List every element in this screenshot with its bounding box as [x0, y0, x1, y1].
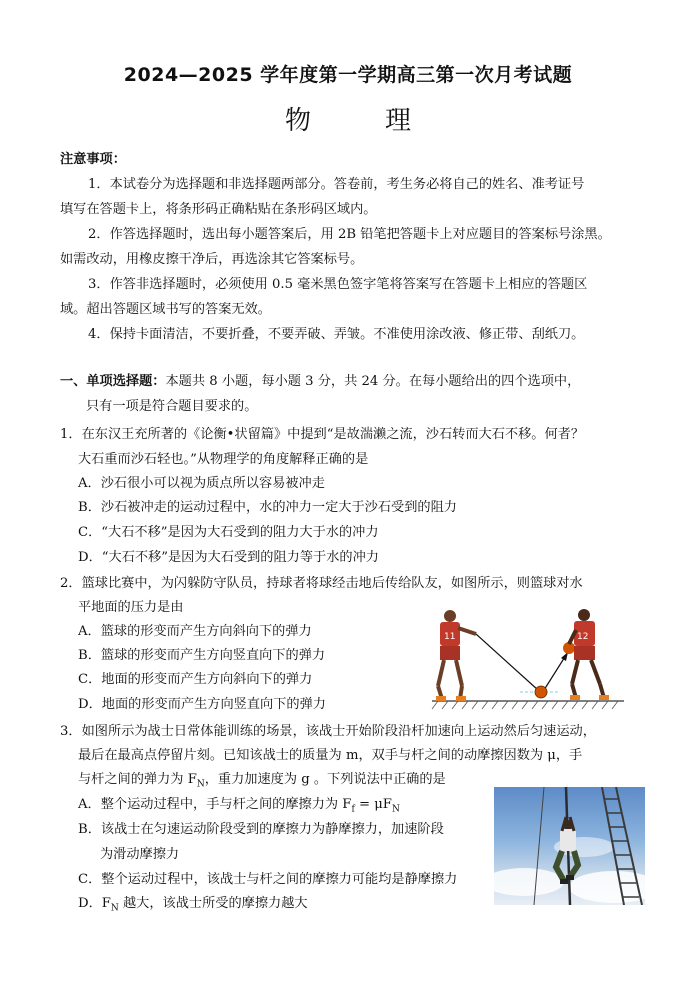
q1-option-b: B．沙石被冲走的运动过程中，水的冲力一定大于沙石受到的阻力 [78, 500, 457, 515]
jersey-left-number: 11 [444, 632, 456, 642]
q3-stem-3-text: 与杆之间的弹力为 F [78, 772, 197, 787]
q1-option-c: C．“大石不移”是因为大石受到的阻力大于水的冲力 [78, 525, 379, 540]
basketball-figure [428, 606, 628, 712]
player-left [436, 610, 476, 701]
subject-title: 物 理 [284, 106, 435, 136]
q1-stem-1: 1．在东汉王充所著的《论衡•状留篇》中提到“是故湍濑之流，沙石转而大石不移。何者？ [60, 427, 585, 442]
q3-option-d-head: D．F [78, 896, 111, 911]
q2-stem-1: 2．篮球比赛中，为闪躲防守队员，持球者将球经击地后传给队友，如图所示，则篮球对水 [60, 576, 583, 591]
notice-heading: 注意事项： [60, 152, 126, 167]
section-desc: 本题共 8 小题，每小题 3 分，共 24 分。在每小题给出的四个选项中， [165, 374, 581, 389]
q3-option-d-tail: 越大，该战士所受的摩擦力越大 [118, 896, 308, 911]
q1-stem-2: 大石重而沙石轻也。”从物理学的角度解释正确的是 [78, 452, 369, 467]
q2-option-b: B．篮球的形变而产生方向竖直向下的弹力 [78, 648, 326, 663]
notice-line-1: 1．本试卷分为选择题和非选择题两部分。答卷前，考生务必将自己的姓名、准考证号 [88, 177, 585, 192]
q2-option-a: A．篮球的形变而产生方向斜向下的弹力 [78, 624, 312, 639]
section-desc-2: 只有一项是符合题目要求的。 [86, 399, 258, 414]
climbing-photo-drawing [494, 787, 645, 905]
q3-option-d-sub: N [110, 903, 119, 914]
q3-stem-3-sub: N [196, 779, 205, 790]
notice-line-3: 2．作答选择题时，选出每小题答案后，用 2B 铅笔把答题卡上对应题目的答案标号涂黑。 [88, 227, 611, 242]
player-right [563, 609, 609, 700]
q2-stem-2: 平地面的压力是由 [78, 600, 184, 615]
q1-option-a: A．沙石很小可以视为质点所以容易被冲走 [78, 476, 325, 491]
notice-line-7: 4．保持卡面清洁，不要折叠，不要弄破、弄皱。不准使用涂改液、修正带、刮纸刀。 [88, 327, 585, 342]
section-heading [60, 372, 650, 392]
notice-line-6: 域。超出答题区域书写的答案无效。 [60, 302, 271, 317]
q3-option-c: C．整个运动过程中，该战士与杆之间的摩擦力可能均是静摩擦力 [78, 872, 458, 887]
q3-option-a-sub: f [351, 804, 355, 815]
q3-option-b-1: B．该战士在匀速运动阶段受到的摩擦力为静摩擦力，加速阶段 [78, 822, 444, 837]
climbing-photo [494, 787, 645, 905]
q3-stem-1: 3．如图所示为战士日常体能训练的场景，该战士开始阶段沿杆加速向上运动然后匀速运动， [60, 724, 596, 739]
q2-option-d: D．地面的形变而产生方向竖直向下的弹力 [78, 697, 326, 712]
q2-option-c: C．地面的形变而产生方向斜向下的弹力 [78, 672, 313, 687]
q3-option-b-2: 为滑动摩擦力 [100, 847, 180, 862]
q3-option-a-tail: = μF [354, 797, 392, 812]
notice-line-2: 填写在答题卡上，将条形码正确粘贴在条形码区域内。 [60, 202, 377, 217]
section-label: 一、单项选择题： [60, 374, 166, 389]
q3-stem-2: 最后在最高点停留片刻。已知该战士的质量为 m，双手与杆之间的动摩擦因数为 μ，手 [78, 748, 583, 763]
q3-option-a-sub2: N [391, 804, 400, 815]
q3-option-a-text: A．整个运动过程中，手与杆之间的摩擦力为 F [78, 797, 352, 812]
exam-title: 2024—2025 学年度第一学期高三第一次月考试题 [123, 64, 573, 86]
q1-option-d: D．“大石不移”是因为大石受到的阻力等于水的冲力 [78, 550, 379, 565]
notice-line-4: 如需改动，用橡皮擦干净后，再选涂其它答案标号。 [60, 252, 364, 267]
notice-line-5: 3．作答非选择题时，必须使用 0.5 毫米黑色签字笔将答案写在答题卡上相应的答题区 [88, 277, 588, 292]
q3-stem-3-tail: ，重力加速度为 g 。下列说法中正确的是 [204, 772, 446, 787]
jersey-right-number: 12 [577, 632, 589, 642]
